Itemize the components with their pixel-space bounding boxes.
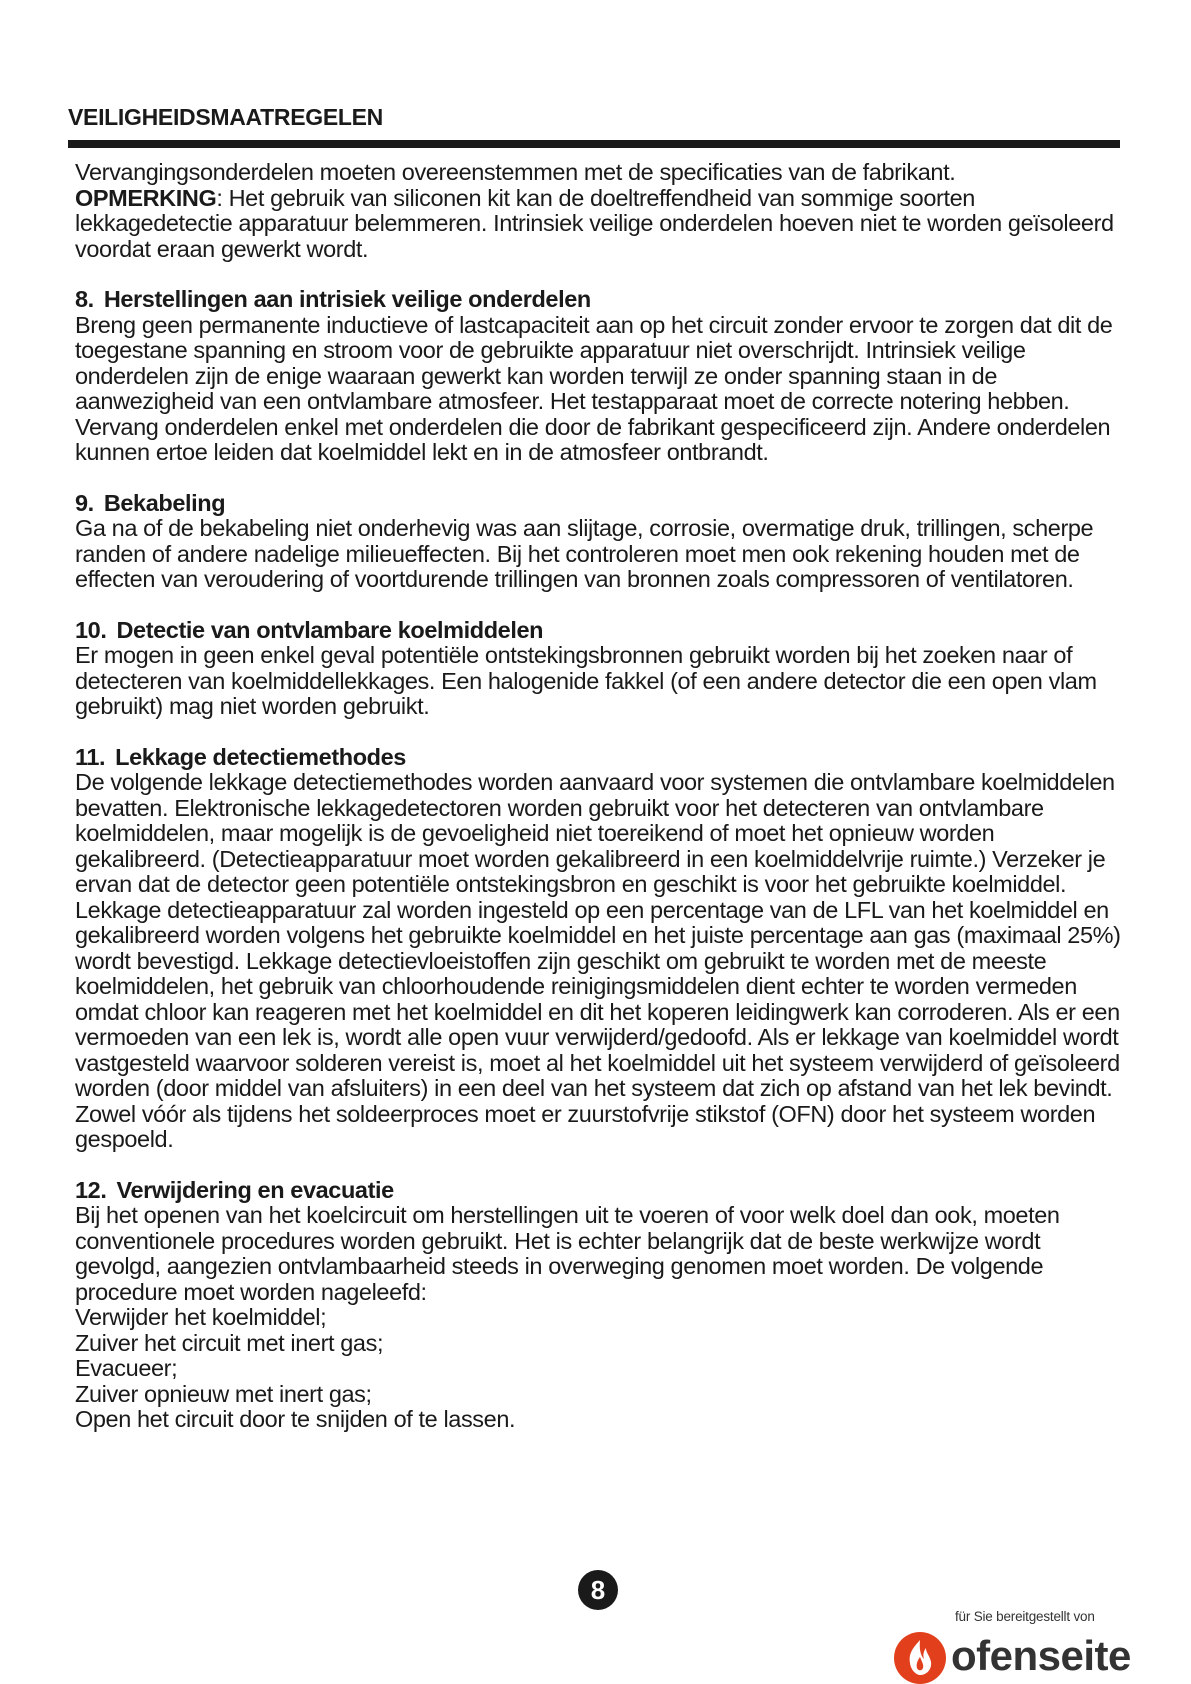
header-divider <box>68 140 1120 148</box>
intro-paragraph <box>75 160 1125 262</box>
section-11 <box>75 745 1125 1153</box>
section-title: Herstellingen aan intrisiek veilige onderdelen <box>103 286 591 312</box>
procedure-step: Evacueer; <box>75 1355 178 1381</box>
section-title: Bekabeling <box>103 489 226 516</box>
section-title: Lekkage detectiemethodes <box>115 743 406 770</box>
section-number: 9. <box>75 489 94 516</box>
section-body: De volgende lekkage detectiemethodes worden aanvaard voor systemen die ontvlambare koelmiddelen bevatten. Elektronische lekkagedetectoren worden gebruikt voor het detecteren van ontvlambare koelmiddelen, maar mogelijk is de gevoeligheid niet toereikend of moet het opnieuw worden gekalibreerd. (Detectieapparatuur moet worden gekalibreerd in een koelmiddelvrije ruimte.) Verzeker je ervan dat de detector geen potentiële ontstekingsbron en geschikt is voor het gebruikte koelmiddel. Lekkage detectieapparatuur zal worden ingesteld op een percentage van de LFL van het koelmiddel en gekalibreerd worden volgens het gebruikte koelmiddel en het juiste percentage aan gas (maximaal 25%) wordt bevestigd. Lekkage detectievloeistoffen zijn geschikt om gebruikt te worden met de meeste koelmiddelen, het gebruik van chloorhoudende reinigingsmiddelen dient echter te worden vermeden omdat chloor kan reageren met het koelmiddel en dit het koperen leidingwerk kan corroderen. Als er een vermoeden van een lek is, wordt alle open vuur verwijderd/gedoofd. Als er lekkage van koelmiddel wordt vastgesteld waarvoor solderen vereist is, moet al het koelmiddel uit het systeem verwijderd of geïsoleerd worden (door middel van afsluiters) in een deel van het systeem dat zich op afstand van het lek bevindt. Zowel vóór als tijdens het soldeerproces moet er zuurstofvrije stikstof (OFN) door het systeem worden gespoeld. <box>75 769 1121 1152</box>
flame-logo-icon <box>893 1630 947 1684</box>
credit-text: für Sie bereitgestellt von <box>955 1609 1095 1624</box>
section-title: Verwijdering en evacuatie <box>116 1176 394 1203</box>
section-number: 10. <box>75 616 107 643</box>
note-label: OPMERKING <box>75 184 217 211</box>
section-12 <box>75 1178 1125 1433</box>
section-title: Detectie van ontvlambare koelmiddelen <box>116 616 544 643</box>
section-number: 11. <box>75 743 106 770</box>
section-body: Bij het openen van het koelcircuit om herstellingen uit te voeren of voor welk doel dan ook, moeten conventionele procedures worden gebruikt. Het is echter belangrijk dat de beste werkwijze wordt gevolgd, aangezien ontvlambaarheid steeds in overweging genomen moet worden. De volgende procedure moet worden nageleefd: <box>75 1202 1060 1305</box>
page-number-badge: 8 <box>578 1570 618 1610</box>
page-title: VEILIGHEIDSMAATREGELEN <box>68 104 383 130</box>
brand-name: ofenseite <box>951 1632 1131 1679</box>
section-number: 8. <box>75 286 94 312</box>
intro-line: Vervangingsonderdelen moeten overeenstemmen met de specificaties van de fabrikant. <box>75 159 956 185</box>
section-8 <box>75 287 1125 466</box>
procedure-step: Verwijder het koelmiddel; <box>75 1304 327 1330</box>
procedure-step: Zuiver opnieuw met inert gas; <box>75 1380 372 1407</box>
section-body: Er mogen in geen enkel geval potentiële ontstekingsbronnen gebruikt worden bij het zoeken naar of detecteren van koelmiddellekkages. Een halogenide fakkel (of een andere detector die een open vlam gebruikt) mag niet worden gebruikt. <box>75 642 1097 719</box>
section-number: 12. <box>75 1176 107 1203</box>
procedure-steps <box>75 1305 1125 1433</box>
section-heading <box>75 491 1125 517</box>
section-heading <box>75 1178 1125 1204</box>
document-body <box>75 160 1125 1433</box>
section-heading <box>75 287 1125 313</box>
note-text: : Het gebruik van siliconen kit kan de doeltreffendheid van sommige soorten lekkagedetectie apparatuur belemmeren. Intrinsiek veilige onderdelen hoeven niet te worden geïsoleerd voordat eraan gewerkt wordt. <box>75 184 1114 262</box>
procedure-step: Open het circuit door te snijden of te lassen. <box>75 1406 516 1432</box>
section-body: Breng geen permanente inductieve of lastcapaciteit aan op het circuit zonder ervoor te zorgen dat dit de toegestane spanning en stroom voor de gebruikte apparatuur niet overschrijdt. Intrinsiek veilige onderdelen zijn de enige waaraan gewerkt kan worden terwijl ze onder spanning staan in de aanwezigheid van een ontvlambare atmosfeer. Het testapparaat moet de correcte notering hebben. Vervang onderdelen enkel met onderdelen die door de fabrikant gespecificeerd zijn. Andere onderdelen kunnen ertoe leiden dat koelmiddel lekt en in de atmosfeer ontbrandt. <box>75 311 1113 465</box>
section-9 <box>75 491 1125 593</box>
section-heading <box>75 745 1125 771</box>
section-heading <box>75 618 1125 644</box>
section-10 <box>75 618 1125 720</box>
section-body: Ga na of de bekabeling niet onderhevig was aan slijtage, corrosie, overmatige druk, trillingen, scherpe randen of andere nadelige milieueffecten. Bij het controleren moet men ook rekening houden met de effecten van veroudering of voortdurende trillingen van bronnen zoals compressoren of ventilatoren. <box>75 515 1094 592</box>
procedure-step: Zuiver het circuit met inert gas; <box>75 1329 384 1356</box>
